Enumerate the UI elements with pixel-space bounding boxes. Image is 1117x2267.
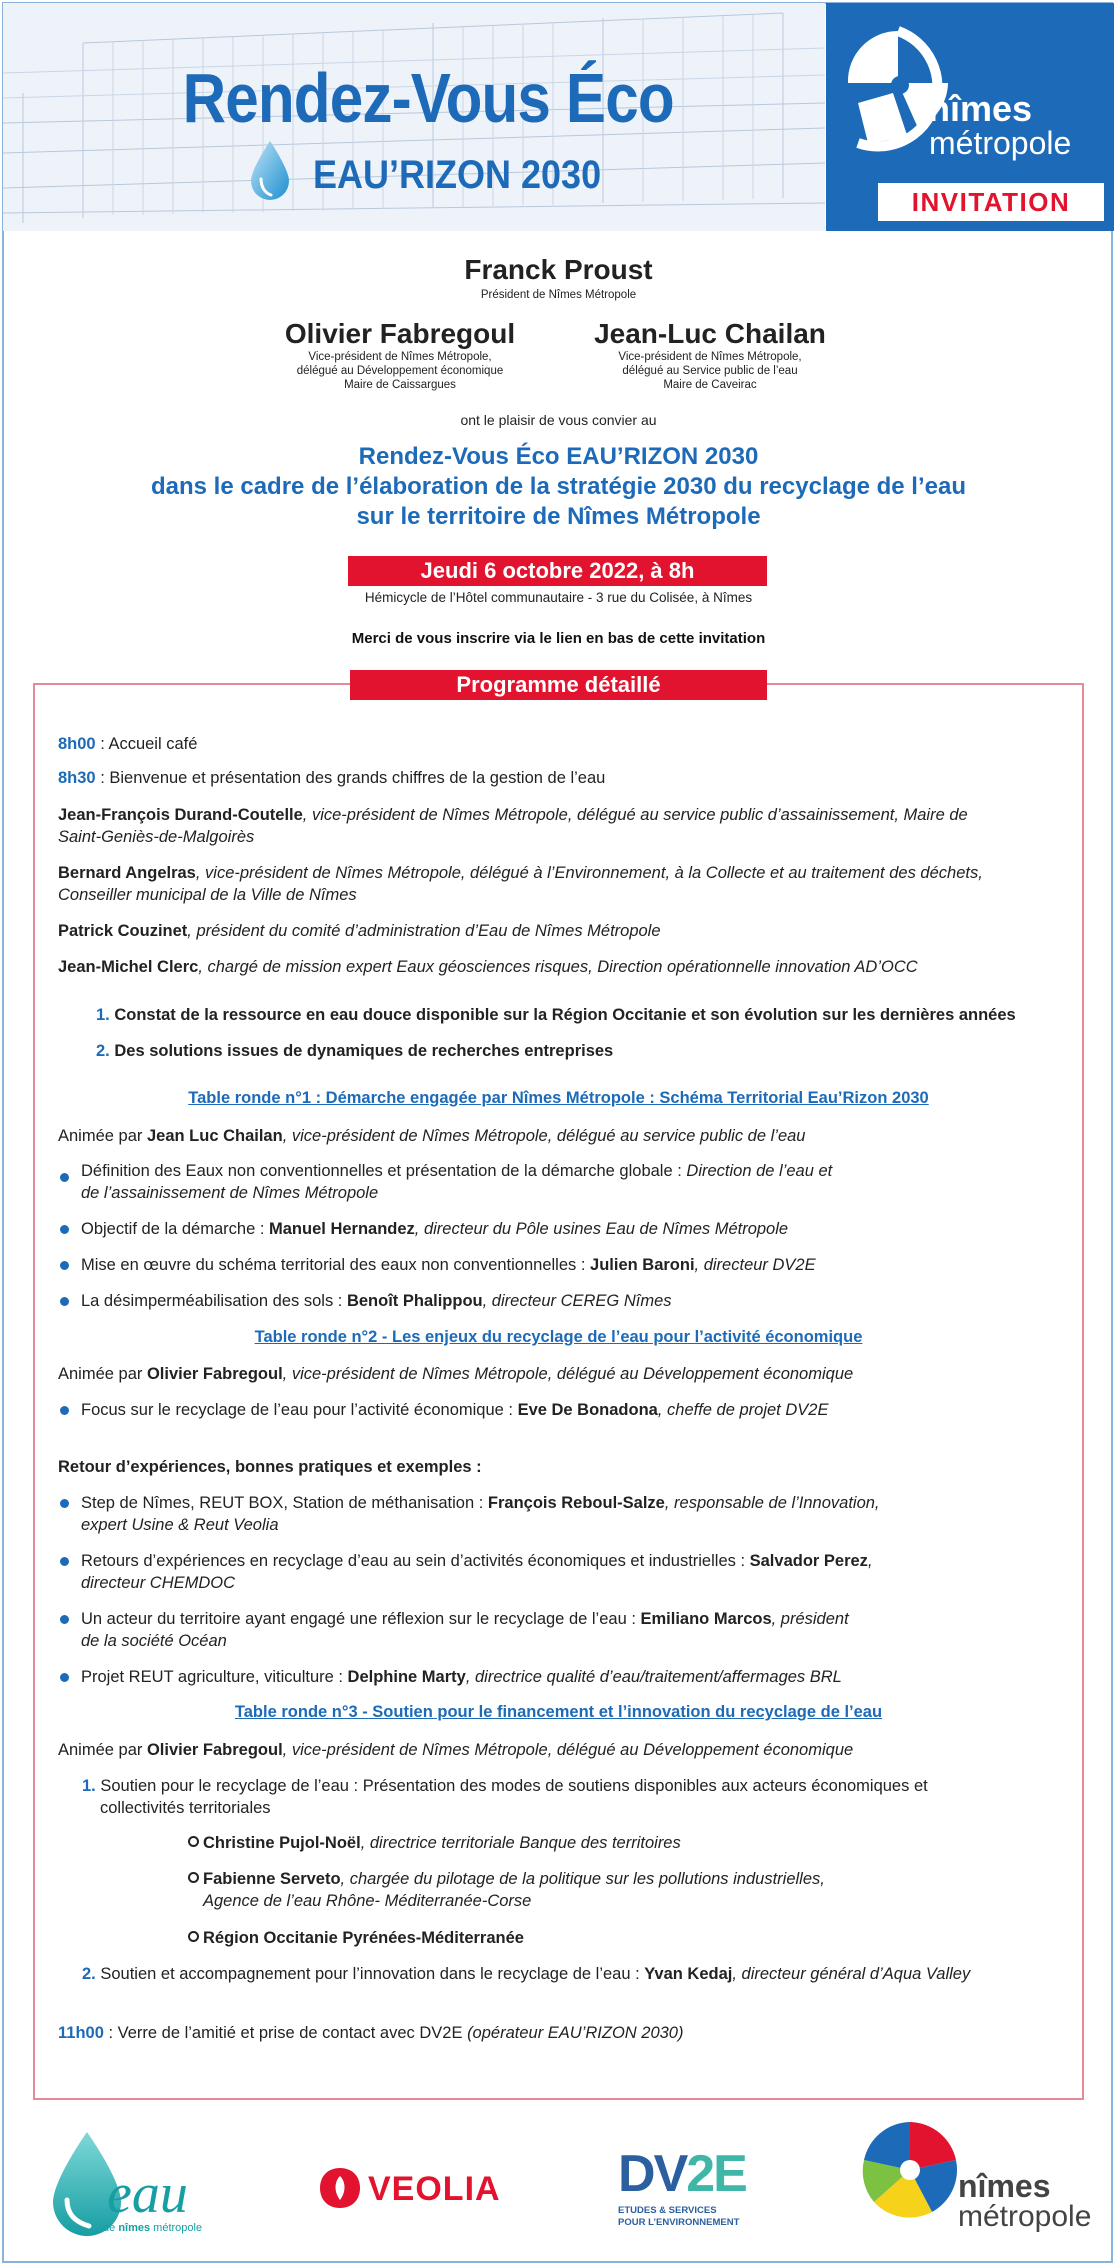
eau-nimes-logo: eau de nîmes métropole — [45, 2130, 225, 2240]
circle-bullet-icon — [188, 1872, 199, 1883]
table-ronde-1-title: Table ronde n°1 : Démarche engagée par Nîmes Métropole : Schéma Territorial Eau’Rizon 2030 — [188, 1089, 929, 1107]
bullet-icon — [60, 1499, 69, 1508]
tr2-moderator: Animée par Olivier Fabregoul, vice-président de Nîmes Métropole, délégué au Développement économique — [58, 1365, 854, 1383]
time-slot-0830: 8h30 : Bienvenue et présentation des grands chiffres de la gestion de l’eau — [58, 769, 606, 787]
tr1-moderator: Animée par Jean Luc Chailan, vice-président de Nîmes Métropole, délégué au service public de l’eau — [58, 1127, 806, 1145]
veolia-flame-icon — [318, 2166, 362, 2210]
bullet-icon — [60, 1173, 69, 1182]
bullet-icon — [60, 1673, 69, 1682]
tr1-item: Mise en œuvre du schéma territorial des eaux non conventionnelles : Julien Baroni, directeur DV2E — [81, 1256, 816, 1274]
tr3-subitem: Région Occitanie Pyrénées-Méditerranée — [188, 1927, 524, 1949]
retour-item: Un acteur du territoire ayant engagé une réflexion sur le recyclage de l’eau : Emiliano Marcos, président de la société Océan — [81, 1610, 849, 1650]
header-brand-panel — [826, 3, 1114, 231]
time-slot-1100: 11h00 : Verre de l’amitié et prise de contact avec DV2E (opérateur EAU’RIZON 2030) — [58, 2024, 684, 2042]
invitation-badge: INVITATION — [878, 183, 1104, 221]
header-banner — [3, 3, 1114, 231]
tr3-subitem: Christine Pujol-Noël, directrice territoriale Banque des territoires — [188, 1832, 681, 1854]
tr3-moderator: Animée par Olivier Fabregoul, vice-président de Nîmes Métropole, délégué au Développement économique — [58, 1741, 854, 1759]
tr3-item-1: 1. Soutien pour le recyclage de l’eau : Présentation des modes de soutiens disponibles aux acteurs économiques et collectivités territoriales — [82, 1777, 928, 1817]
retour-item: Projet REUT agriculture, viticulture : Delphine Marty, directrice qualité d’eau/traitement/affermages BRL — [81, 1668, 842, 1686]
speaker-item: Patrick Couzinet, président du comité d’administration d’Eau de Nîmes Métropole — [58, 922, 661, 940]
event-date: Jeudi 6 octobre 2022, à 8h — [348, 556, 767, 586]
time-slot-0800: 8h00 : Accueil café — [58, 735, 198, 753]
tr3-item-2: 2. Soutien et accompagnement pour l’innovation dans le recyclage de l’eau : Yvan Kedaj, directeur général d’Aqua Valley — [82, 1965, 971, 1983]
bullet-icon — [60, 1297, 69, 1306]
bullet-icon — [60, 1615, 69, 1624]
table-ronde-2-title: Table ronde n°2 - Les enjeux du recyclage de l’eau pour l’activité économique — [254, 1328, 863, 1346]
veolia-logo: VEOLIA — [318, 2168, 518, 2208]
host-main-role: Président de Nîmes Métropole — [480, 289, 637, 301]
retour-title: Retour d’expériences, bonnes pratiques et exemples : — [58, 1458, 482, 1476]
retour-item: Retours d’expériences en recyclage d’eau au sein d’activités économiques et industrielles : Salvador Perez, directeur CHEMDOC — [81, 1552, 873, 1592]
bullet-icon — [60, 1261, 69, 1270]
dv2e-logo: DV2E ETUDES & SERVICES POUR L’ENVIRONNEMENT — [618, 2145, 746, 2228]
bullet-icon — [60, 1225, 69, 1234]
retour-item: Step de Nîmes, REUT BOX, Station de méthanisation : François Reboul-Salze, responsable de l’Innovation, expert Usine & Reut Veolia — [81, 1494, 880, 1534]
event-title: Rendez-Vous Éco — [182, 59, 674, 137]
bullet-icon — [60, 1406, 69, 1415]
programme-label: Programme détaillé — [350, 670, 767, 700]
host-left-name: Olivier Fabregoul — [284, 318, 516, 349]
brand-metropole: métropole — [929, 125, 1072, 161]
tr1-item: Définition des Eaux non conventionnelles et présentation de la démarche globale : Direction de l’eau et de l’assainissement de Nîmes Métropole — [81, 1162, 833, 1202]
tr2-item: Focus sur le recyclage de l’eau pour l’activité économique : Eve De Bonadona, cheffe de projet DV2E — [81, 1401, 829, 1419]
host-main-name: Franck Proust — [464, 254, 653, 285]
event-venue: Hémicycle de l’Hôtel communautaire - 3 rue du Colisée, à Nîmes — [364, 590, 753, 605]
nimes-globe-icon — [860, 2120, 960, 2220]
tr1-item: La désimperméabilisation des sols : Benoît Phalippou, directeur CEREG Nîmes — [81, 1292, 672, 1310]
register-note: Merci de vous inscrire via le lien en bas de cette invitation — [351, 630, 766, 647]
speaker-item: Bernard Angelras, vice-président de Nîmes Métropole, délégué à l’Environnement, à la Collecte et au traitement des déchets, Conseiller municipal de la Ville de Nîmes — [58, 864, 983, 904]
topic-item: 2. Des solutions issues de dynamiques de recherches entreprises — [96, 1042, 614, 1060]
circle-bullet-icon — [188, 1836, 199, 1847]
table-ronde-3-title: Table ronde n°3 - Soutien pour le financement et l’innovation du recyclage de l’eau — [234, 1703, 883, 1721]
topic-item: 1. Constat de la ressource en eau douce disponible sur la Région Occitanie et son évolution sur les dernières années — [96, 1006, 1016, 1024]
event-subtitle: EAU’RIZON 2030 — [313, 153, 602, 197]
header-left-panel — [3, 3, 825, 231]
tr3-subitem: Fabienne Serveto, chargée du pilotage de la politique sur les pollutions industrielles, Agence de l’eau Rhône- Méditerranée-Corse — [188, 1868, 825, 1912]
invite-intro: ont le plaisir de vous convier au — [460, 412, 657, 428]
speaker-item: Jean-Michel Clerc, chargé de mission expert Eaux géosciences risques, Direction opérationnelle innovation AD’OCC — [58, 958, 918, 976]
brand-nimes: nîmes — [928, 88, 1033, 129]
invite-headline: Rendez-Vous Éco EAU’RIZON 2030 dans le cadre de l’élaboration de la stratégie 2030 du recyclage de l’eau sur le territoire de Nîmes Métropole — [150, 443, 966, 530]
nimes-metropole-footer-logo: nîmes métropole — [860, 2120, 1090, 2240]
water-drop-icon — [249, 141, 291, 203]
speaker-item: Jean-François Durand-Coutelle, vice-président de Nîmes Métropole, délégué au service public d’assainissement, Maire de Saint-Geniès-de-Malgoirès — [58, 806, 968, 846]
circle-bullet-icon — [188, 1931, 199, 1942]
tr1-item: Objectif de la démarche : Manuel Hernandez, directeur du Pôle usines Eau de Nîmes Métropole — [81, 1220, 789, 1238]
host-right-name: Jean-Luc Chailan — [594, 318, 826, 349]
host-left-role: Vice-président de Nîmes Métropole, délégué au Développement économique Maire de Caissargues — [296, 351, 504, 391]
host-right-role: Vice-président de Nîmes Métropole, délégué au Service public de l’eau Maire de Caveirac — [618, 351, 802, 391]
bullet-icon — [60, 1557, 69, 1566]
